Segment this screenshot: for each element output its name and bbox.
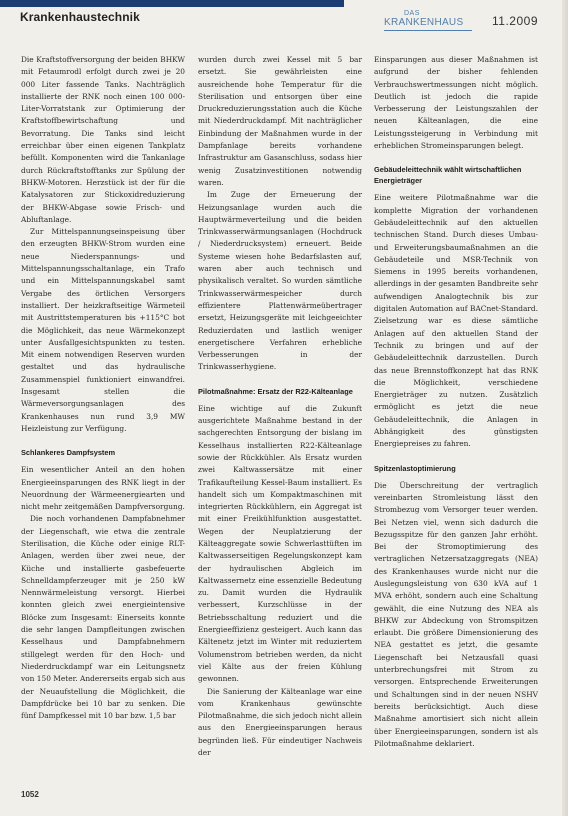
body-paragraph: Eine wichtige auf die Zukunft ausgerichtete Maßnahme bestand in der sachgerechten Entsorgung der bislang im Kesselhaus installierten R22-Kälteanlage sowie der Rückkühler. Als Ersatz wurden zwei Kaltwassersätze mit einer Trafikaufteilung Kessel-Baum installiert. Es handelt sich um Kompaktmaschinen mit integrierten Rückkühlern, ein Aggregat ist mit einer Freikühlfunktion ausgestattet. Wegen der Neuplatzierung der Kälteaggregate sowie Schwerlasttüften im Kaltwasserseitigen Regelungskonzept kam der hydraulischen Abgleich im Kaltwassernetz eine essenzielle Bedeutung zu. Damit wurden die Hydraulik verbessert, Kurzschlüsse in der Betriebsschaltung reduziert und die Energieeffizienz gesteigert. Auch kann das Kältenetz jetzt im Winter mit reduziertem Volumenstrom betrieben werden, da nicht viel Kälte aus der freien Kühlung gewonnen. <box>198 403 362 684</box>
body-paragraph: Die Kraftstoffversorgung der beiden BHKW mit Fetaumrodl erfolgt durch zwei je 20 000 Liter fassende Tanks. Nachträglich installierte der RNK noch einen 100 000-Liter-Vorratstank zur Optimierung der Kraftstoffbewirtschaftung und Bevorratung. Die Tanks sind leicht erreichbar über einen eigenen Tankplatz befüllt. Komponenten wird die Tankanlage durch Rückraftstofftanks zur Spülung der BHKW-Motoren. Herzstück ist der für die Katalysatoren zur Stickoxidreduzierung der BHKW-Abgase sowie Frisch- und Abluftanlage. <box>21 55 185 224</box>
magazine-logo <box>384 10 474 34</box>
article-column-3 <box>374 54 538 750</box>
page-header <box>0 0 568 36</box>
masthead <box>384 10 554 34</box>
section-heading: Schlankeres Dampfsystem <box>21 448 116 458</box>
body-paragraph: Einsparungen aus dieser Maßnahmen ist aufgrund der bisher fehlenden Verbrauchswertmessungen nicht möglich. Deutlich ist jedoch die rapide Verbesserung der Leistungszahlen der neuen Kälteanlagen, die eine Leistungssteigerung in Verbindung mit erheblichen Stromeinsparungen belegt. <box>374 55 538 151</box>
logo-underline <box>384 30 472 31</box>
body-paragraph: Eine weitere Pilotmaßnahme war die komplette Migration der vorhandenen Gebäudeleittechnik auf den aktuellen technischen Stand. Durch dieses Umbau- und Erweiterungsbaumaßnahmen an die Gebäudeteile und MSR-Technik von Siemens in 1995 bereits vorhandenen, allerdings in der gesamten Bandbreite sehr aufwendigen Analogtechnik bis zur digitalen Automation auf BACnet-Standard. Zielsetzung war es diese sämtliche Anlagen auf den aktuellen Stand der Technik zu bringen und auf der Gebäudeleittechnik darzustellen. Durch das neue Brennstoffkonzept hat das RNK die Möglichkeit, verschiedene Energieträger zu nutzen. Zusätzlich ermöglicht es jetzt die neue Gebäudeleittechnik, die Anlagen in Abhängigkeit des günstigsten Energiepreises zu fahren. <box>374 193 538 449</box>
section-title: Krankenhaustechnik <box>20 10 140 24</box>
logo-small-text: DAS <box>404 10 420 17</box>
page-spine-shadow <box>562 0 568 816</box>
issue-date: 11.2009 <box>492 14 538 28</box>
page-number: 1052 <box>21 790 39 799</box>
section-header-bar <box>0 0 344 36</box>
section-heading: Spitzenlastoptimierung <box>374 463 456 473</box>
body-paragraph: Die noch vorhandenen Dampfabnehmer der Liegenschaft, wie etwa die zentrale Sterilisation, die Küche oder einige RLT-Anlagen, werden über zwei neue, der Küche und installierte gasbefeuerte Schnelldampferzeuger mit je 250 kW Nennwärmeleistung versorgt. Hierbei konnten gleich zwei energieintensive Blöcke zum Insgesamt: Einerseits konnte die sehr langen Dampfleitungen zwischen Kesselhaus und Dampfabnehmern stillgelegt werden für den Hoch- und Niederdruckdampf war ein Leitungsnetz von 150 Meter. Andererseits ergab sich aus der Neuaufstellung die Möglichkeit, die Dampfdrücke bei 10 bar zu senken. Die fünf Dampfkessel mit 10 bar bzw. 1,5 bar <box>21 514 185 721</box>
section-heading: Pilotmaßnahme: Ersatz der R22-Kälteanlage <box>198 386 353 396</box>
article-column-2 <box>198 54 362 759</box>
body-paragraph: Die Sanierung der Kälteanlage war eine vom Krankenhaus gewünschte Pilotmaßnahme, die sich jedoch nicht allein aus den Energieeinsparungen heraus begründen ließ. Für eindeutiger Nachweis der <box>198 686 362 758</box>
body-paragraph: Die Überschreitung der vertraglich vereinbarten Stromleistung lässt den Strombezug vom Versorger teuer werden. Bei Netzen viel, wenn sich dadurch die Bezugsspitze für den ganzen Jahr erhöht. Bei der Stromoptimierung des vertraglichen Netzersatzaggregats (NEA) des Krankenhauses wurde nicht nur die Auslegungsleistung von 630 kVA auf 1 MVA erhöht, sondern auch eine Schaltung gewählt, die eine Nutzung des NEA als BHKW zur Abdeckung von Stromspitzen erlaubt. Die größere Dimensionierung des NEA gestattet es jetzt, die gesamte Liegenschaft bei Netzausfall quasi unterbrechungsfrei mit Strom zu versorgen. Entsprechende Erweiterungen und Schaltungen sind in der neuen NSHV bereits berücksichtigt. Auch diese Maßnahme amortisiert sich nicht allein über Energieeinsparungen, sondern ist als Pilotmaßnahme deklariert. <box>374 480 538 748</box>
body-paragraph: wurden durch zwei Kessel mit 5 bar ersetzt. Sie gewährleisten eine ausreichende hohe Temperatur für die Sterilisation und entsorgen über eine Druckreduzierungsstation auch die Küche mit Niederdruckdampf. Mit nachträglicher Einbindung der Maßnahmen wurde in der Dampfanlage bereits vorhandene Infrastruktur am Gasanschluss, sodass hier wenig Zusatzinvestitionen notwendig waren. <box>198 55 362 187</box>
body-paragraph: Zur Mittelspannungseinspeisung über den erzeugten BHKW-Strom wurden eine neue Niederspannungs- und Mittelspannungsschaltanlage, ein Trafo und ein Mittelspannungskabel samt Vergabe des örtlichen Versorgers installiert. Der heizkraftseitige Wärmeteil mit Austrittstemperaturen bis +115°C bot die Möglichkeit, das neue Wärmekonzept unter Ausfallgesichtspunkten zu testen. Mit einem notwendigen Reserven wurden gestaltet und das hydraulische Zusammenspiel funktioniert einwandfrei. Insgesamt stellen die Wärmeversorgungsanlagen des Krankenhauses nun rund 3,9 MW Heizleistung zur Verfügung. <box>21 227 185 433</box>
article-column-1 <box>21 54 185 722</box>
section-heading: Gebäudeleittechnik wählt wirtschaftlichen Energieträger <box>374 165 522 186</box>
body-paragraph: Im Zuge der Erneuerung der Heizungsanlage wurden auch die Hauptwärmeverteilung und die beiden Trinkwasserwärmungsanlagen (Hochdruck / Niederdrucksystem) erneuert. Beide Systeme wiesen hohe Bedarfslasten auf, waren aber auch technisch und physikalisch veraltet. So wurden sämtliche Trinkwasserwärmespeicher durch effizientere Plattenwärmeübertrager ersetzt, Heizungsgeräte mit leichgeeichter Reduzierdaten und lastlich weniger energetischere Verfahren erhebliche Verbesserungen in der Trinkwasserhygiene. <box>198 190 362 372</box>
logo-big-text: KRANKENHAUS <box>384 17 464 28</box>
body-paragraph: Ein wesentlicher Anteil an den hohen Energieeinsparungen des RNK liegt in der Neuordnung der Wärmeenergiearten und nicht mehr zeitgemäßen Dampfversorgung. <box>21 465 185 512</box>
